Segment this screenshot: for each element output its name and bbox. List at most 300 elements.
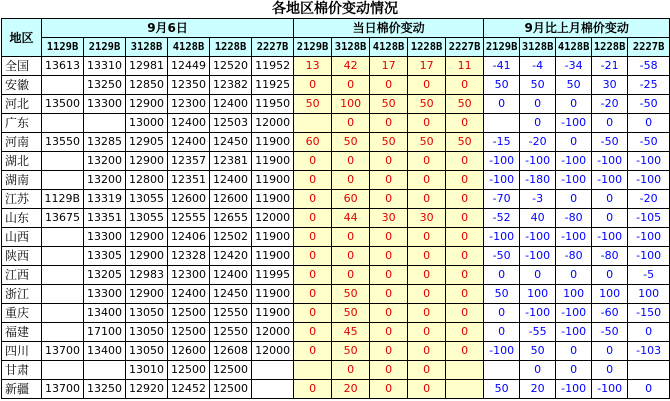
monthly-change-cell: -100 — [592, 228, 628, 247]
monthly-change-cell: 0 — [556, 133, 592, 152]
daily-change-cell: 0 — [446, 152, 484, 171]
monthly-change-cell: -100 — [592, 380, 628, 399]
price-cell — [42, 152, 84, 171]
monthly-change-cell: 0 — [592, 190, 628, 209]
price-cell: 12900 — [126, 228, 168, 247]
price-cell — [42, 76, 84, 95]
monthly-change-cell: -55 — [520, 323, 556, 342]
daily-change-cell: 0 — [294, 152, 332, 171]
monthly-change-cell: -58 — [628, 57, 670, 76]
daily-change-cell: 0 — [294, 76, 332, 95]
header-row-groups — [2, 19, 670, 38]
price-cell: 13050 — [126, 342, 168, 361]
monthly-change-cell: 0 — [556, 342, 592, 361]
table-row — [2, 266, 670, 285]
region-cell: 浙江 — [2, 285, 42, 304]
price-grade-header: 1228B — [210, 38, 252, 57]
price-cell — [42, 304, 84, 323]
table-row — [2, 57, 670, 76]
daily-change-cell: 0 — [294, 342, 332, 361]
price-cell: 11900 — [252, 152, 294, 171]
daily-change-cell: 0 — [370, 228, 408, 247]
monthly-change-cell: -100 — [556, 152, 592, 171]
monthly-change-cell: 100 — [592, 285, 628, 304]
daily-change-cell: 0 — [370, 323, 408, 342]
monthly-change-cell: -100 — [484, 152, 520, 171]
price-cell: 12400 — [210, 171, 252, 190]
price-cell: 12900 — [126, 285, 168, 304]
price-cell: 13250 — [84, 76, 126, 95]
region-cell: 江西 — [2, 266, 42, 285]
daily-change-cell: 60 — [294, 133, 332, 152]
table-row — [2, 285, 670, 304]
monthly-change-cell: 50 — [484, 76, 520, 95]
price-cell: 12400 — [210, 95, 252, 114]
monthly-change-cell: 100 — [556, 285, 592, 304]
daily-change-cell: 0 — [294, 171, 332, 190]
price-cell: 11925 — [252, 76, 294, 95]
price-cell: 13613 — [42, 57, 84, 76]
table-row — [2, 95, 670, 114]
table-row — [2, 133, 670, 152]
daily-change-cell: 0 — [332, 76, 370, 95]
monthly-change-cell: -50 — [484, 247, 520, 266]
monthly-change-cell: 0 — [556, 266, 592, 285]
daily-change-cell: 0 — [408, 152, 446, 171]
daily-change-cell: 0 — [370, 190, 408, 209]
price-cell: 12300 — [168, 95, 210, 114]
daily-change-cell: 0 — [332, 247, 370, 266]
monthly-change-cell: -20 — [520, 133, 556, 152]
price-cell: 12608 — [210, 342, 252, 361]
daily-change-cell: 0 — [446, 285, 484, 304]
monthly-change-cell: -100 — [556, 304, 592, 323]
monthly-change-cell: -100 — [520, 228, 556, 247]
table-row — [2, 190, 670, 209]
header-row-grades — [2, 38, 670, 57]
price-cell: 12502 — [210, 228, 252, 247]
monthly-change-cell: -70 — [484, 190, 520, 209]
monthly-change-cell: 0 — [592, 342, 628, 361]
price-cell: 12520 — [210, 57, 252, 76]
monthly-change-cell: -100 — [484, 342, 520, 361]
daily-change-cell: 0 — [294, 304, 332, 323]
daily-change-cell: 0 — [446, 76, 484, 95]
price-cell: 13300 — [84, 285, 126, 304]
region-cell: 山东 — [2, 209, 42, 228]
monthly-change-cell: 0 — [592, 209, 628, 228]
monthly-change-cell: -50 — [628, 133, 670, 152]
table-row — [2, 152, 670, 171]
price-cell: 11900 — [252, 190, 294, 209]
price-cell: 13700 — [42, 342, 84, 361]
daily-change-cell: 0 — [370, 247, 408, 266]
region-cell: 山西 — [2, 228, 42, 247]
daily-change-cell: 0 — [332, 266, 370, 285]
price-cell: 17100 — [84, 323, 126, 342]
price-cell: 12503 — [210, 114, 252, 133]
daily-grade-header: 4128B — [370, 38, 408, 57]
daily-change-cell: 0 — [294, 247, 332, 266]
daily-change-cell: 0 — [370, 171, 408, 190]
daily-change-cell: 0 — [294, 228, 332, 247]
region-cell: 福建 — [2, 323, 42, 342]
region-cell: 河北 — [2, 95, 42, 114]
price-cell: 12800 — [126, 171, 168, 190]
daily-change-cell: 0 — [370, 114, 408, 133]
price-cell: 12500 — [168, 323, 210, 342]
price-grade-header: 3128B — [126, 38, 168, 57]
price-cell: 12420 — [210, 247, 252, 266]
price-cell: 11900 — [252, 133, 294, 152]
region-cell: 陕西 — [2, 247, 42, 266]
daily-change-cell: 0 — [370, 304, 408, 323]
price-cell: 12357 — [168, 152, 210, 171]
monthly-change-cell: -105 — [628, 209, 670, 228]
monthly-change-cell: -3 — [520, 190, 556, 209]
monthly-change-cell: -5 — [628, 266, 670, 285]
price-cell: 13200 — [84, 152, 126, 171]
daily-change-cell: 50 — [370, 95, 408, 114]
price-cell: 13050 — [126, 304, 168, 323]
price-cell: 13675 — [42, 209, 84, 228]
monthly-change-cell: -4 — [520, 57, 556, 76]
daily-change-cell: 0 — [294, 380, 332, 399]
monthly-change-cell: 50 — [484, 380, 520, 399]
table-row — [2, 342, 670, 361]
price-cell: 12350 — [168, 76, 210, 95]
price-cell — [42, 247, 84, 266]
price-cell: 12920 — [126, 380, 168, 399]
daily-change-cell: 0 — [408, 342, 446, 361]
price-cell: 13055 — [126, 190, 168, 209]
monthly-change-cell: -20 — [628, 190, 670, 209]
daily-change-cell: 0 — [332, 171, 370, 190]
price-grade-header: 2129B — [84, 38, 126, 57]
daily-change-cell: 11 — [446, 57, 484, 76]
region-cell: 新疆 — [2, 380, 42, 399]
daily-change-cell: 0 — [332, 114, 370, 133]
daily-change-cell: 0 — [446, 323, 484, 342]
monthly-change-cell: -50 — [628, 95, 670, 114]
monthly-change-cell: 50 — [484, 285, 520, 304]
price-cell: 11900 — [252, 304, 294, 323]
monthly-grade-header: 3128B — [520, 38, 556, 57]
price-cell: 12452 — [168, 380, 210, 399]
daily-grade-header: 3128B — [332, 38, 370, 57]
price-cell: 13310 — [84, 57, 126, 76]
price-cell: 12300 — [168, 266, 210, 285]
price-cell: 13305 — [84, 247, 126, 266]
monthly-change-cell: -103 — [628, 342, 670, 361]
price-cell: 13500 — [42, 95, 84, 114]
price-cell: 12406 — [168, 228, 210, 247]
daily-change-cell: 50 — [446, 133, 484, 152]
daily-change-cell: 0 — [408, 380, 446, 399]
price-cell: 12983 — [126, 266, 168, 285]
daily-change-cell: 50 — [332, 342, 370, 361]
price-cell: 13050 — [126, 323, 168, 342]
price-cell — [42, 228, 84, 247]
region-cell: 湖南 — [2, 171, 42, 190]
cotton-price-table — [1, 18, 670, 399]
price-cell: 12500 — [168, 304, 210, 323]
daily-change-cell: 0 — [294, 266, 332, 285]
price-cell: 13319 — [84, 190, 126, 209]
price-cell: 13250 — [84, 380, 126, 399]
price-cell: 13285 — [84, 133, 126, 152]
price-cell: 12500 — [210, 380, 252, 399]
price-cell: 13400 — [84, 342, 126, 361]
monthly-change-cell: -20 — [592, 95, 628, 114]
daily-change-cell: 30 — [370, 209, 408, 228]
monthly-change-cell: -100 — [592, 152, 628, 171]
daily-change-cell: 0 — [370, 342, 408, 361]
monthly-change-cell: -100 — [484, 171, 520, 190]
daily-change-cell: 50 — [332, 304, 370, 323]
price-cell — [252, 380, 294, 399]
monthly-change-cell: 0 — [484, 266, 520, 285]
monthly-change-cell: 50 — [520, 342, 556, 361]
region-cell: 江苏 — [2, 190, 42, 209]
price-cell: 13351 — [84, 209, 126, 228]
daily-grade-header: 2227B — [446, 38, 484, 57]
price-cell: 12400 — [168, 133, 210, 152]
price-cell: 13055 — [126, 209, 168, 228]
price-cell: 12381 — [210, 152, 252, 171]
price-cell: 12905 — [126, 133, 168, 152]
daily-change-cell: 17 — [370, 57, 408, 76]
price-cell: 11950 — [252, 95, 294, 114]
monthly-change-cell — [484, 361, 520, 380]
monthly-change-cell: 0 — [592, 266, 628, 285]
monthly-change-cell: 100 — [628, 285, 670, 304]
region-cell: 重庆 — [2, 304, 42, 323]
price-grade-header: 4128B — [168, 38, 210, 57]
region-cell: 全国 — [2, 57, 42, 76]
price-cell: 13400 — [84, 304, 126, 323]
daily-change-cell: 50 — [408, 133, 446, 152]
monthly-change-cell: -60 — [592, 304, 628, 323]
monthly-change-cell: -41 — [484, 57, 520, 76]
monthly-change-cell: -100 — [520, 247, 556, 266]
price-cell: 12400 — [210, 266, 252, 285]
price-cell — [42, 171, 84, 190]
region-header: 地区 — [2, 19, 42, 57]
price-cell — [42, 266, 84, 285]
daily-change-cell: 0 — [446, 304, 484, 323]
monthly-change-cell: -15 — [484, 133, 520, 152]
monthly-change-cell: 50 — [520, 76, 556, 95]
price-cell: 12550 — [210, 323, 252, 342]
monthly-change-cell: 100 — [520, 285, 556, 304]
daily-change-cell: 0 — [408, 228, 446, 247]
monthly-change-cell: 0 — [592, 114, 628, 133]
monthly-change-cell: -100 — [628, 152, 670, 171]
price-cell: 12555 — [168, 209, 210, 228]
daily-change-cell: 50 — [408, 95, 446, 114]
monthly-change-cell: -80 — [556, 209, 592, 228]
monthly-change-cell: 30 — [592, 76, 628, 95]
price-cell: 12450 — [210, 133, 252, 152]
price-cell: 12000 — [252, 209, 294, 228]
price-cell: 12000 — [252, 114, 294, 133]
price-cell: 12981 — [126, 57, 168, 76]
monthly-change-cell: -100 — [520, 304, 556, 323]
daily-change-cell: 0 — [446, 247, 484, 266]
price-cell: 11900 — [252, 228, 294, 247]
monthly-change-cell: 0 — [520, 266, 556, 285]
daily-change-cell: 42 — [332, 57, 370, 76]
price-cell: 12600 — [168, 190, 210, 209]
monthly-change-cell: 0 — [628, 323, 670, 342]
price-cell: 12600 — [210, 190, 252, 209]
price-cell — [42, 114, 84, 133]
monthly-change-cell: -100 — [628, 247, 670, 266]
daily-change-cell: 0 — [446, 114, 484, 133]
region-cell: 河南 — [2, 133, 42, 152]
daily-change-cell: 50 — [446, 95, 484, 114]
daily-change-cell: 50 — [332, 133, 370, 152]
monthly-change-cell: -100 — [628, 171, 670, 190]
monthly-change-cell: -50 — [592, 323, 628, 342]
daily-change-cell: 0 — [408, 190, 446, 209]
monthly-change-cell: -100 — [628, 228, 670, 247]
daily-change-cell: 20 — [332, 380, 370, 399]
monthly-change-cell: -100 — [556, 171, 592, 190]
monthly-change-cell: -150 — [628, 304, 670, 323]
monthly-change-cell: -25 — [628, 76, 670, 95]
daily-change-cell: 0 — [446, 171, 484, 190]
price-cell: 12000 — [252, 342, 294, 361]
price-cell: 13700 — [42, 380, 84, 399]
monthly-change-cell: 0 — [484, 323, 520, 342]
daily-change-cell: 0 — [446, 209, 484, 228]
price-cell: 12500 — [168, 361, 210, 380]
monthly-change-cell: 0 — [520, 114, 556, 133]
monthly-change-cell: 0 — [556, 361, 592, 380]
monthly-change-cell: -52 — [484, 209, 520, 228]
price-cell: 12600 — [168, 342, 210, 361]
price-cell: 13205 — [84, 266, 126, 285]
price-cell — [42, 361, 84, 380]
daily-change-cell: 0 — [370, 152, 408, 171]
daily-change-cell: 17 — [408, 57, 446, 76]
price-cell — [84, 114, 126, 133]
price-cell: 12450 — [210, 285, 252, 304]
price-cell: 12382 — [210, 76, 252, 95]
daily-change-cell: 13 — [294, 57, 332, 76]
price-cell: 11995 — [252, 266, 294, 285]
monthly-change-cell: 0 — [592, 361, 628, 380]
table-row — [2, 228, 670, 247]
price-cell: 12900 — [126, 247, 168, 266]
monthly-grade-header: 2227B — [628, 38, 670, 57]
daily-change-cell: 0 — [294, 209, 332, 228]
price-cell: 11900 — [252, 247, 294, 266]
daily-change-cell — [446, 361, 484, 380]
price-cell: 12400 — [168, 285, 210, 304]
price-cell: 12655 — [210, 209, 252, 228]
monthly-change-cell: -80 — [556, 247, 592, 266]
monthly-change-cell: -50 — [592, 133, 628, 152]
daily-change-cell: 0 — [446, 190, 484, 209]
daily-change-cell — [294, 361, 332, 380]
table-row — [2, 380, 670, 399]
monthly-change-cell — [484, 114, 520, 133]
daily-change-cell: 50 — [294, 95, 332, 114]
monthly-change-cell: 0 — [628, 114, 670, 133]
price-cell: 13000 — [126, 114, 168, 133]
price-cell: 12900 — [126, 152, 168, 171]
monthly-change-cell: -180 — [520, 171, 556, 190]
region-cell: 四川 — [2, 342, 42, 361]
daily-change-cell: 0 — [446, 228, 484, 247]
monthly-change-cell: -80 — [592, 247, 628, 266]
monthly-change-cell: 0 — [628, 380, 670, 399]
daily-change-cell: 0 — [408, 76, 446, 95]
price-cell: 12351 — [168, 171, 210, 190]
daily-change-cell: 0 — [294, 190, 332, 209]
price-cell: 12900 — [126, 95, 168, 114]
monthly-change-cell: -21 — [592, 57, 628, 76]
daily-change-cell: 0 — [408, 114, 446, 133]
monthly-change-cell: 0 — [520, 361, 556, 380]
price-cell: 12449 — [168, 57, 210, 76]
price-cell: 12850 — [126, 76, 168, 95]
daily-change-cell: 0 — [408, 323, 446, 342]
daily-change-cell: 30 — [408, 209, 446, 228]
monthly-change-cell: -100 — [556, 323, 592, 342]
monthly-change-cell: 50 — [556, 76, 592, 95]
price-cell: 13300 — [84, 95, 126, 114]
daily-change-cell: 0 — [294, 285, 332, 304]
price-cell: 11900 — [252, 285, 294, 304]
daily-change-cell: 0 — [408, 266, 446, 285]
monthly-change-cell: 0 — [484, 95, 520, 114]
monthly-change-cell: 40 — [520, 209, 556, 228]
daily-change-cell: 0 — [332, 361, 370, 380]
price-cell: 13010 — [126, 361, 168, 380]
monthly-change-cell: -100 — [556, 228, 592, 247]
price-cell: 12550 — [210, 304, 252, 323]
monthly-change-cell: -100 — [520, 152, 556, 171]
daily-change-cell: 0 — [370, 361, 408, 380]
monthly-change-cell — [628, 361, 670, 380]
region-cell: 湖北 — [2, 152, 42, 171]
table-row — [2, 76, 670, 95]
monthly-change-cell: 0 — [484, 304, 520, 323]
price-cell: 13300 — [84, 228, 126, 247]
monthly-change-cell: -100 — [592, 171, 628, 190]
monthly-grade-header: 2129B — [484, 38, 520, 57]
price-cell: 12400 — [168, 114, 210, 133]
price-group-header: 9月6日 — [42, 19, 294, 38]
price-cell: 11900 — [252, 171, 294, 190]
daily-change-cell: 100 — [332, 95, 370, 114]
region-cell: 安徽 — [2, 76, 42, 95]
daily-change-cell: 0 — [408, 304, 446, 323]
price-cell — [42, 323, 84, 342]
daily-change-cell: 0 — [408, 285, 446, 304]
daily-change-cell: 0 — [370, 266, 408, 285]
table-row — [2, 304, 670, 323]
price-cell: 12000 — [252, 323, 294, 342]
monthly-change-cell: 0 — [520, 95, 556, 114]
price-cell — [84, 361, 126, 380]
daily-grade-header: 2129B — [294, 38, 332, 57]
price-cell: 1129B — [42, 190, 84, 209]
